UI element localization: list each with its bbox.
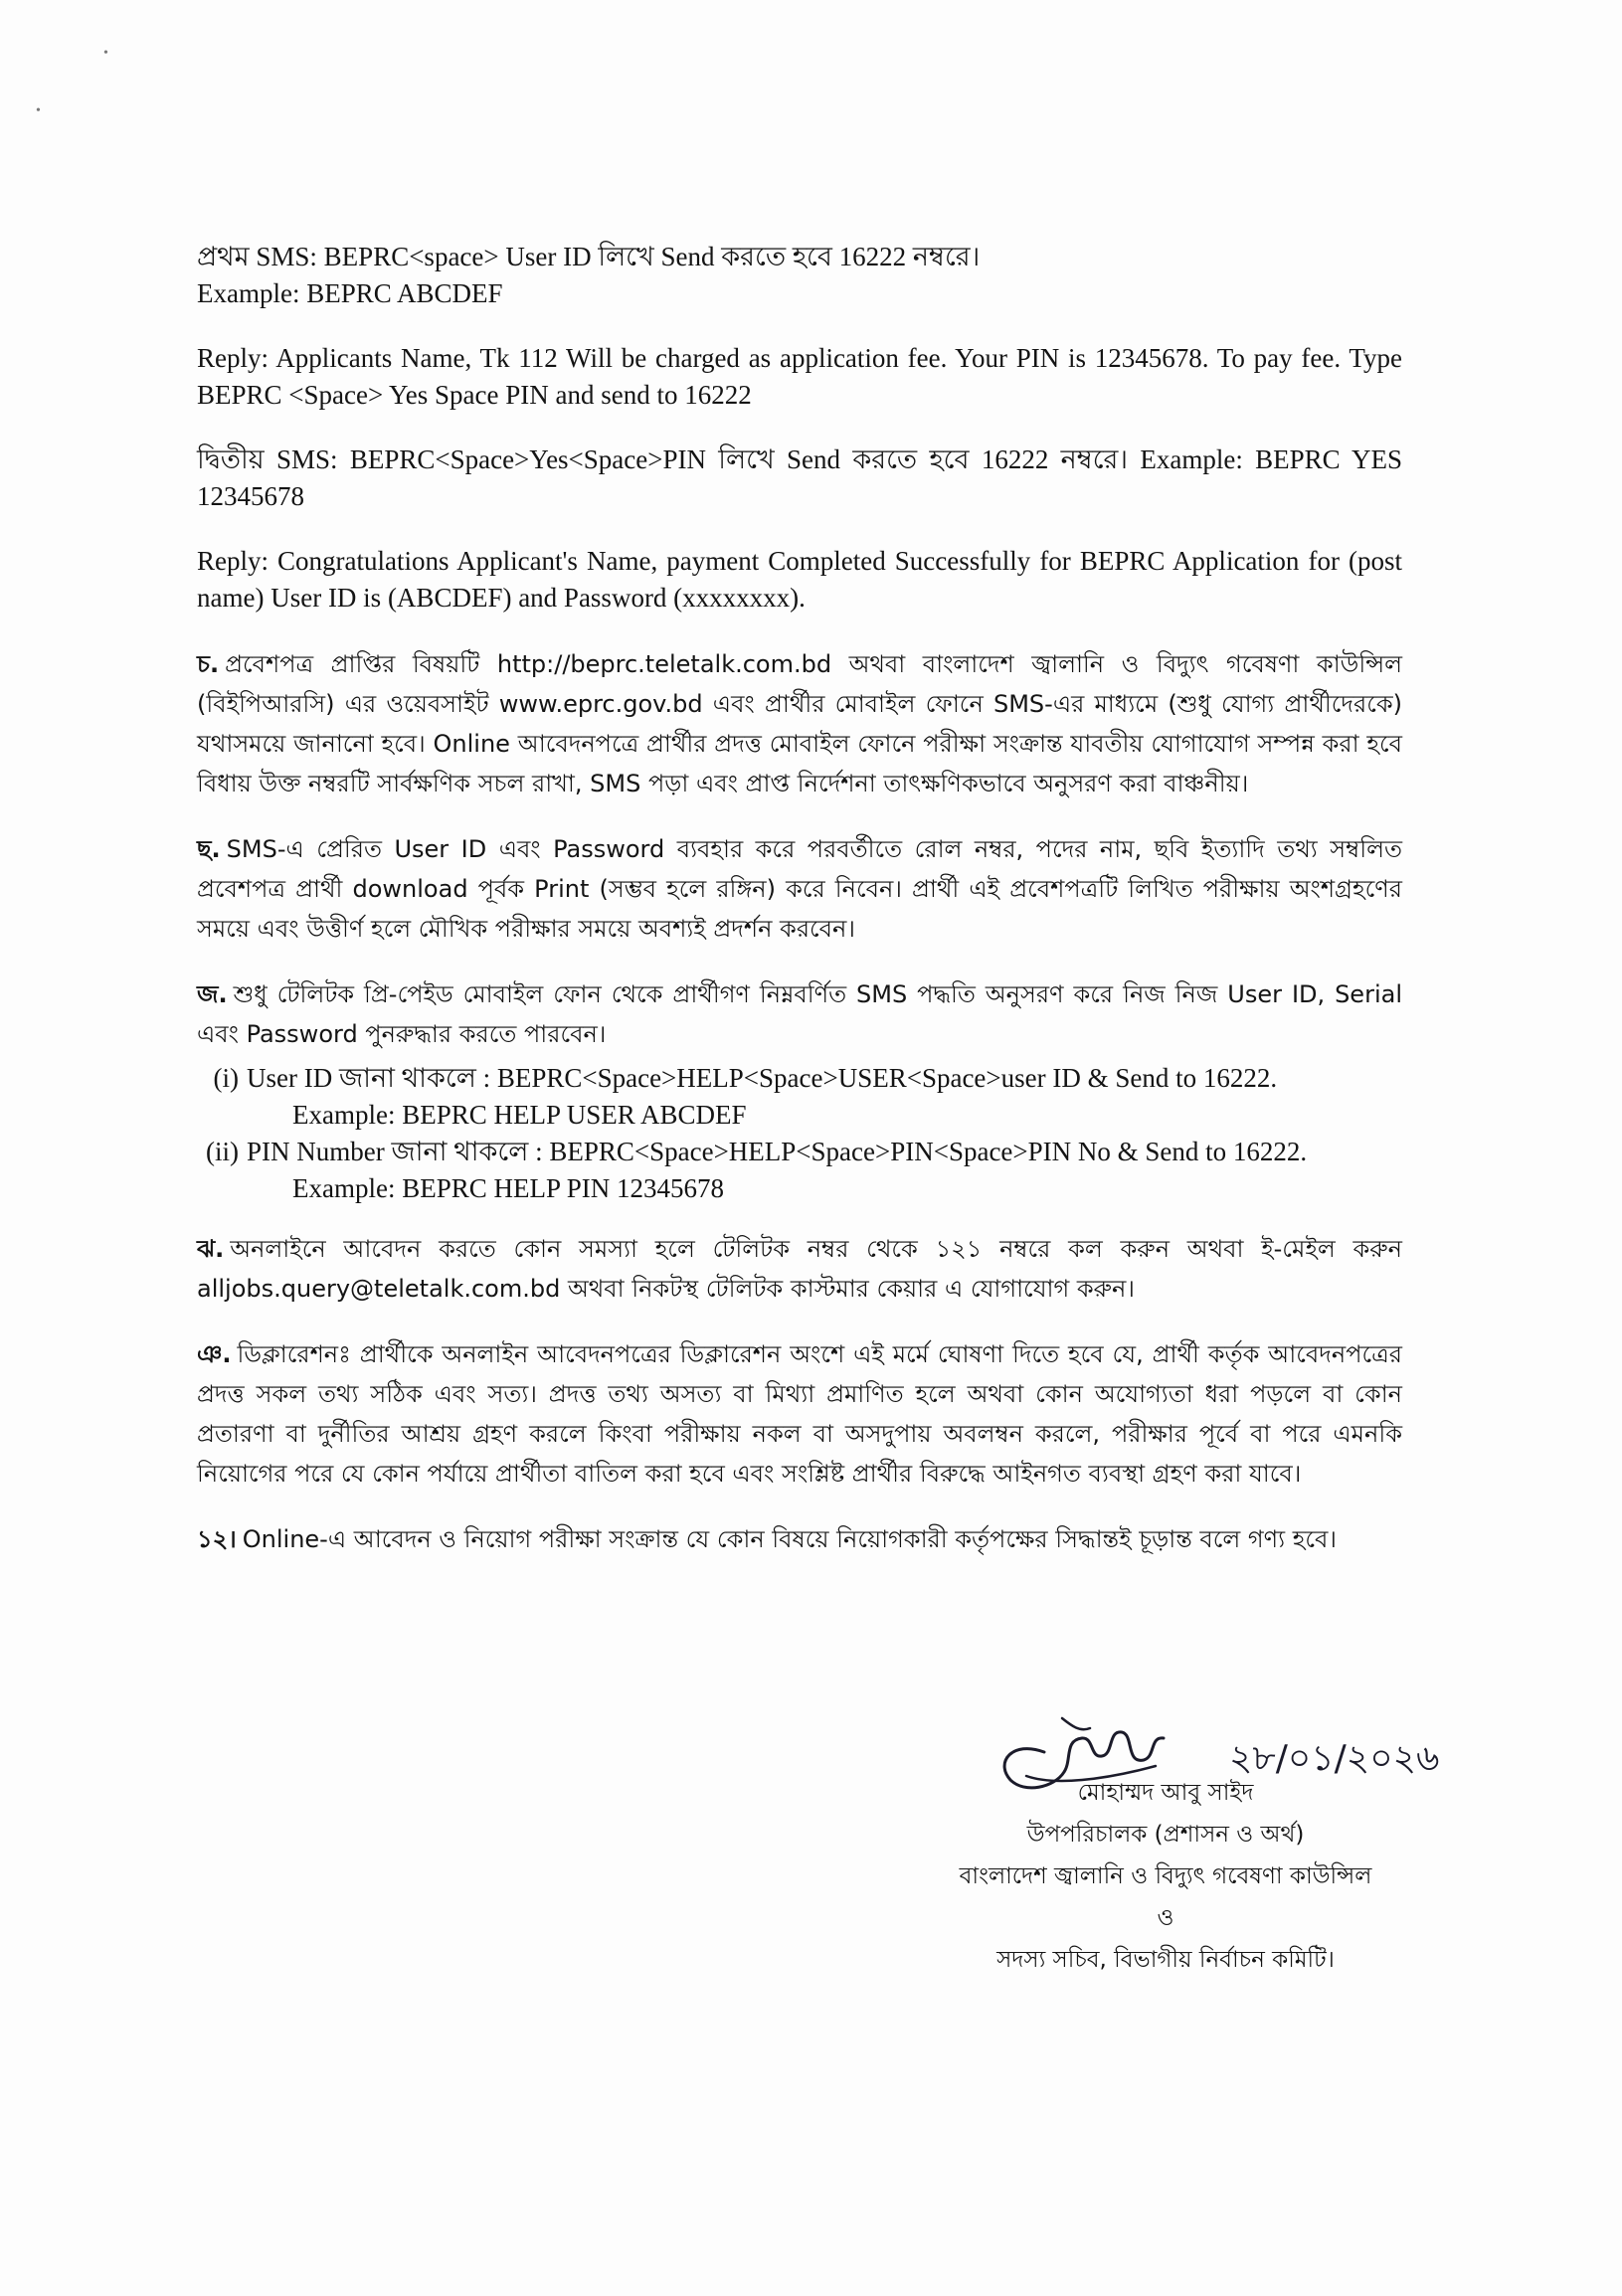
list-item (197, 1134, 1402, 1207)
list-item-number: (ii) (206, 1137, 239, 1166)
signatory-role: সদস্য সচিব, বিভাগীয় নির্বাচন কমিটি। (996, 1947, 1335, 1973)
signatory-name: মোহাম্মদ আবু সাইদ (1077, 1780, 1254, 1806)
sms-first-block (197, 239, 1402, 312)
list-item-example: Example: BEPRC HELP PIN 12345678 (292, 1173, 725, 1203)
section-nya-text: ডিক্লারেশনঃ প্রার্থীকে অনলাইন আবেদনপত্রের ডিক্লারেশন অংশে এই মর্মে ঘোষণা দিতে হবে যে, প্রার্থী কর্তৃক আবেদনপত্রের প্রদত্ত সকল তথ্য সঠিক এবং সত্য। প্রদত্ত তথ্য অসত্য বা মিথ্যা প্রমাণিত হলে অথবা কোন অযোগ্যতা ধরা পড়লে বা কোন প্রতারণা বা দুর্নীতির আশ্রয় গ্রহণ করলে কিংবা পরীক্ষায় নকল বা অসদুপায় অবলম্বন করলে, পরীক্ষার পূর্বে বা পরে এমনকি নিয়োগের পরে যে কোন পর্যায়ে প্রার্থীতা বাতিল করা হবে এবং সংশ্লিষ্ট প্রার্থীর বিরুদ্ধে আইনগত ব্যবস্থা গ্রহণ করা যাবে। (197, 1340, 1402, 1488)
section-twelve (197, 1519, 1402, 1559)
list-item-body (247, 1060, 1402, 1134)
list-item-example: Example: BEPRC HELP USER ABCDEF (292, 1100, 747, 1130)
signatory-block (887, 1772, 1444, 1981)
section-chha-text: SMS-এ প্রেরিত User ID এবং Password ব্যবহার করে পরবর্তীতে রোল নম্বর, পদের নাম, ছবি ইত্যাদি তথ্য সম্বলিত প্রবেশপত্র প্রার্থী download পূর্বক Print (সম্ভব হলে রঙ্গিন) করে নিবেন। প্রার্থী এই প্রবেশপত্রটি লিখিত পরীক্ষায় অংশগ্রহণের সময়ে এবং উত্তীর্ণ হলে মৌখিক পরীক্ষার সময়ে অবশ্যই প্রদর্শন করবেন। (197, 835, 1402, 943)
section-jha (197, 1229, 1402, 1309)
reply-second: Reply: Congratulations Applicant's Name, payment Completed Successfully for BEPRC Application for (post name) User ID is (ABCDEF) and Password (xxxxxxxx). (197, 546, 1402, 613)
sms-first-instruction: প্রথম SMS: BEPRC<space> User ID লিখে Send করতে হবে 16222 নম্বরে। (197, 242, 981, 271)
document-body (197, 239, 1402, 1585)
signatory-organization: বাংলাদেশ জ্বালানি ও বিদ্যুৎ গবেষণা কাউন্সিল (959, 1863, 1372, 1889)
sms-first-example: Example: BEPRC ABCDEF (197, 278, 503, 308)
section-nya (197, 1334, 1402, 1494)
section-jha-text: অনলাইনে আবেদন করতে কোন সমস্যা হলে টেলিটক নম্বর থেকে ১২১ নম্বরে কল করুন অথবা ই-মেইল করুন alljobs.query@teletalk.com.bd অথবা নিকটস্থ টেলিটক কাস্টমার কেয়ার এ যোগাযোগ করুন। (197, 1235, 1402, 1303)
recovery-list (197, 1060, 1402, 1207)
section-ja-lead: জ. (197, 980, 228, 1008)
list-item-text: User ID জানা থাকলে : BEPRC<Space>HELP<Space>USER<Space>user ID & Send to 16222. (247, 1063, 1278, 1093)
section-ja-text: শুধু টেলিটক প্রি-পেইড মোবাইল ফোন থেকে প্রার্থীগণ নিম্নবর্ণিত SMS পদ্ধতি অনুসরণ করে নিজ নিজ User ID, Serial এবং Password পুনরুদ্ধার করতে পারবেন। (197, 980, 1402, 1048)
scan-speck: • (103, 46, 108, 61)
section-twelve-text: Online-এ আবেদন ও নিয়োগ পরীক্ষা সংক্রান্ত যে কোন বিষয়ে নিয়োগকারী কর্তৃপক্ষের সিদ্ধান্তই চূড়ান্ত বলে গণ্য হবে। (242, 1525, 1337, 1553)
list-item-text: PIN Number জানা থাকলে : BEPRC<Space>HELP<Space>PIN<Space>PIN No & Send to 16222. (247, 1137, 1308, 1166)
section-cha-lead: চ. (197, 650, 220, 678)
section-twelve-lead: ১২। (197, 1525, 237, 1553)
list-item (197, 1060, 1402, 1134)
list-item-body (247, 1134, 1402, 1207)
section-chha-lead: ছ. (197, 835, 221, 863)
sms-second: দ্বিতীয় SMS: BEPRC<Space>Yes<Space>PIN লিখে Send করতে হবে 16222 নম্বরে। Example: BEPRC YES 12345678 (197, 444, 1402, 511)
section-cha-text: প্রবেশপত্র প্রাপ্তির বিষয়টি http://beprc.teletalk.com.bd অথবা বাংলাদেশ জ্বালানি ও বিদ্যুৎ গবেষণা কাউন্সিল (বিইপিআরসি) এর ওয়েবসাইট www.eprc.gov.bd এবং প্রার্থীর মোবাইল ফোনে SMS-এর মাধ্যমে (শুধু যোগ্য প্রার্থীদেরকে) যথাসময়ে জানানো হবে। Online আবেদনপত্রে প্রার্থীর প্রদত্ত মোবাইল ফোনে পরীক্ষা সংক্রান্ত যাবতীয় যোগাযোগ সম্পন্ন করা হবে বিধায় উক্ত নম্বরটি সার্বক্ষণিক সচল রাখা, SMS পড়া এবং প্রাপ্ত নির্দেশনা তাৎক্ষণিকভাবে অনুসরণ করা বাঞ্চনীয়। (197, 650, 1402, 797)
signature-date: ২৮/০১/২০২৬ (1229, 1738, 1440, 1779)
section-ja (197, 974, 1402, 1054)
signatory-designation: উপপরিচালক (প্রশাসন ও অর্থ) (1026, 1822, 1305, 1848)
list-item-number: (i) (213, 1063, 239, 1093)
section-nya-lead: ঞ. (197, 1340, 232, 1368)
section-jha-lead: ঝ. (197, 1235, 225, 1263)
section-chha (197, 829, 1402, 949)
signatory-conjunction: ও (1157, 1905, 1174, 1931)
section-cha (197, 644, 1402, 803)
reply-first: Reply: Applicants Name, Tk 112 Will be charged as application fee. Your PIN is 12345678. To pay fee. Type BEPRC <Space> Yes Space PIN and send to 16222 (197, 343, 1402, 410)
scan-speck: • (36, 103, 41, 118)
